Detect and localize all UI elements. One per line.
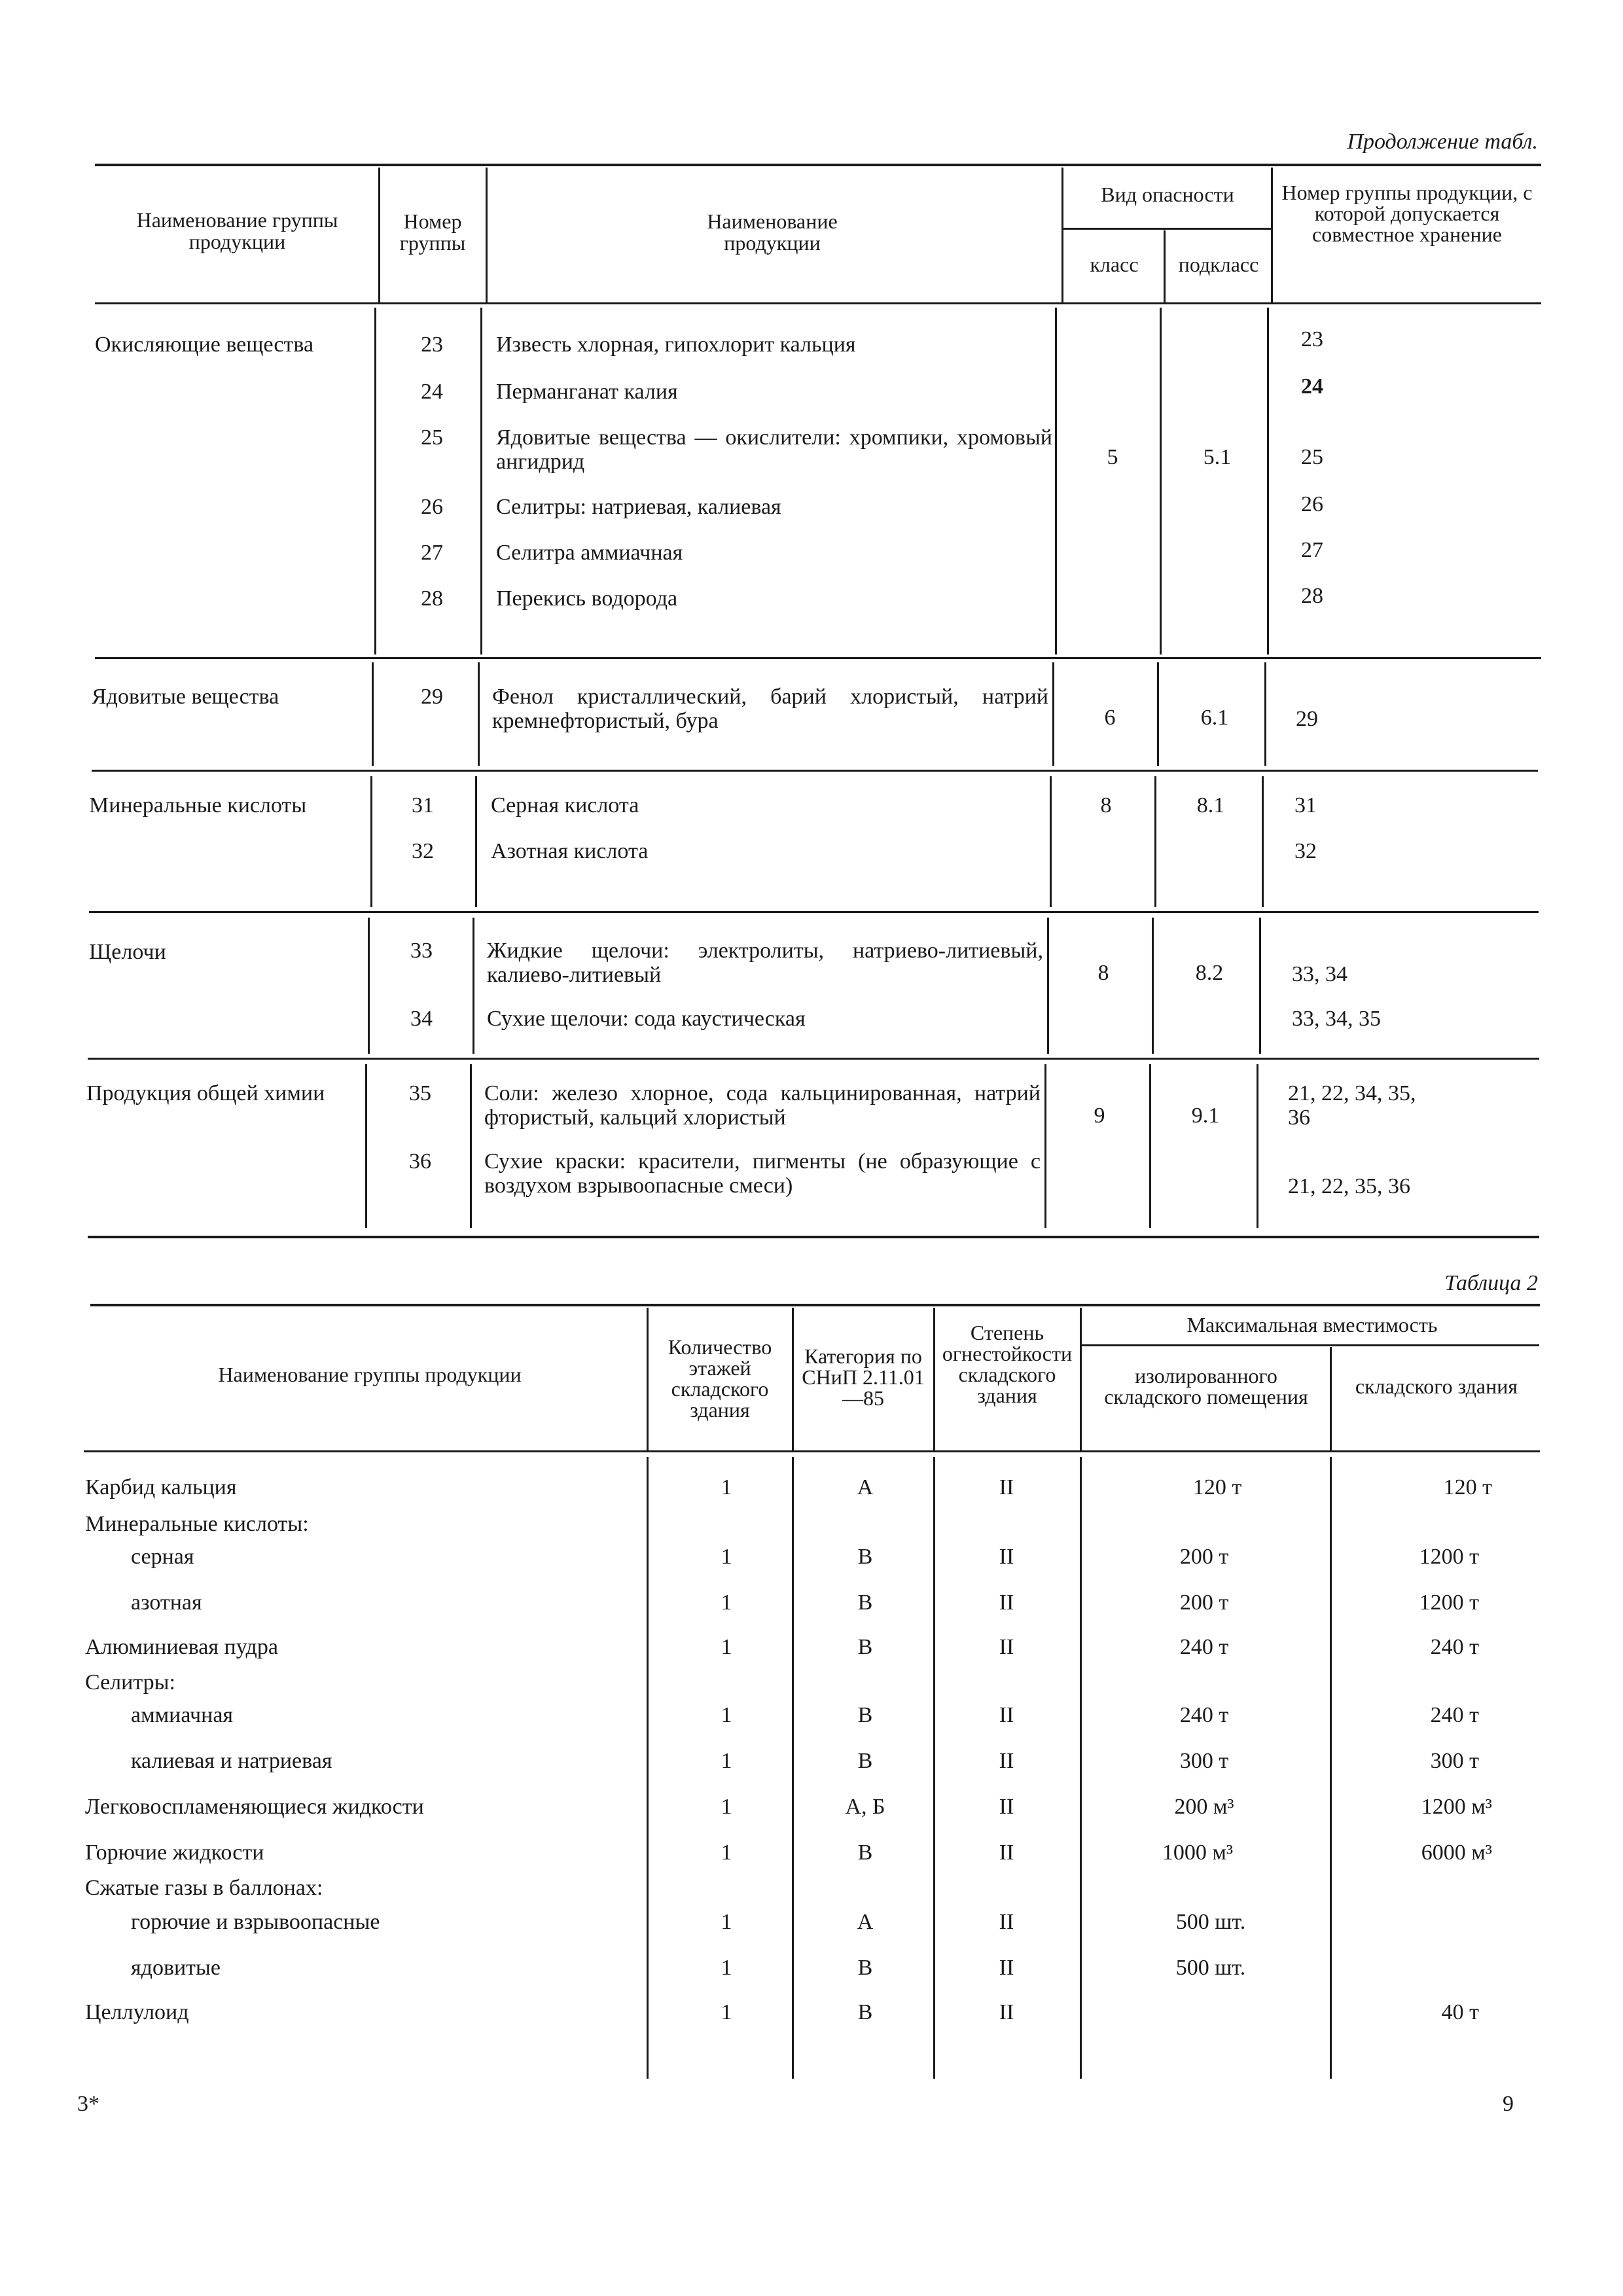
t2-header-floors: Количество этажей складского здания <box>668 1335 772 1422</box>
t1-row-compat: 27 <box>1301 538 1323 562</box>
t2-row-name: Целлулоид <box>85 2000 189 2024</box>
t2-row-name: Селитры: <box>85 1670 175 1695</box>
t2-hdr-vline-4 <box>1080 1308 1082 1450</box>
t1-g1-vline-a <box>374 308 376 655</box>
t1-g2-vline-c <box>1052 662 1054 766</box>
t1-row-num: 31 <box>412 793 434 817</box>
t2-header-isolated: изолированного складского помещения <box>1104 1364 1308 1408</box>
t2-row-name: серная <box>131 1545 194 1569</box>
t2-row-fire: II <box>999 1956 1014 1980</box>
t2-row-category: В <box>857 1956 873 1980</box>
t2-header-max-capacity: Максимальная вместимость <box>1186 1313 1438 1336</box>
t2-row-floors: 1 <box>721 1475 732 1499</box>
t1-group-rule <box>89 911 1539 913</box>
t2-row-fire: II <box>999 1545 1014 1569</box>
t1-group-class: 8 <box>1097 961 1109 985</box>
t2-body-vline-1 <box>647 1457 649 2079</box>
t1-row-product: Известь хлорная, гипохлорит кальция <box>496 332 856 357</box>
t2-row-building: 1200 т <box>1419 1590 1479 1615</box>
t2-body-vline-2 <box>792 1457 794 2079</box>
t2-row-fire: II <box>999 1910 1014 1934</box>
t1-row-num: 29 <box>421 685 443 709</box>
t1-row-product: Соли: железо хлорное, сода кальцинированная, натрий фтористый, кальций хлористый <box>484 1081 1041 1130</box>
t1-g1-vline-b <box>480 308 482 655</box>
t1-header-group-name: Наименование группы продукции <box>136 208 338 253</box>
t1-row-num: 25 <box>421 425 443 450</box>
t1-g1-vline-c <box>1055 308 1057 655</box>
t2-row-floors: 1 <box>721 1840 732 1865</box>
t1-group-subclass: 5.1 <box>1203 445 1232 469</box>
t1-row-num: 24 <box>421 380 443 404</box>
t2-row-floors: 1 <box>721 1749 732 1773</box>
t1-row-num: 32 <box>412 839 434 863</box>
t1-group-name: Продукция общей химии <box>86 1081 325 1105</box>
t2-row-floors: 1 <box>721 1910 732 1934</box>
t1-row-product <box>496 425 1052 475</box>
t1-header-product-name: Наименование продукции <box>707 209 838 255</box>
t2-body-vline-5 <box>1330 1457 1332 2079</box>
t1-hdr-vline-5 <box>1271 168 1273 302</box>
t1-group-class: 5 <box>1107 445 1118 469</box>
t2-row-category: В <box>857 1590 873 1615</box>
t1-row-compat: 21, 22, 35, 36 <box>1288 1174 1410 1198</box>
t2-hdr-vline-5 <box>1330 1347 1332 1450</box>
page-number: 9 <box>1503 2092 1514 2116</box>
t1-header-hazard: Вид опасности <box>1101 183 1234 206</box>
t1-row-num: 33 <box>410 939 433 963</box>
t1-g2-vline-e <box>1264 662 1266 766</box>
t2-row-category: В <box>857 2000 873 2024</box>
t1-group-class: 8 <box>1100 793 1112 817</box>
t1-row-compat: 26 <box>1301 492 1323 516</box>
t2-body-vline-3 <box>933 1457 935 2079</box>
t1-group-name: Минеральные кислоты <box>89 793 307 817</box>
t2-row-isolated: 500 шт. <box>1175 1910 1246 1934</box>
t1-header-subclass: подкласс <box>1178 253 1259 276</box>
t1-row-product: Селитры: натриевая, калиевая <box>496 495 781 519</box>
t2-row-fire: II <box>999 1475 1014 1499</box>
t2-row-floors: 1 <box>721 1795 732 1819</box>
t1-row-num: 35 <box>409 1081 431 1105</box>
t2-row-name: Горючие жидкости <box>85 1840 264 1865</box>
t1-hdr-vline-1 <box>378 168 380 302</box>
t1-g5-vline-d <box>1149 1064 1151 1228</box>
t1-row-product: Жидкие щелочи: электролиты, натриево-литиевый, калиево-литиевый <box>487 939 1043 988</box>
t2-row-name: Минеральные кислоты: <box>85 1512 309 1536</box>
t2-hdr-vline-2 <box>792 1308 794 1450</box>
t1-group-rule <box>95 657 1541 659</box>
t2-row-floors: 1 <box>721 1703 732 1727</box>
t1-group-class: 6 <box>1104 706 1116 730</box>
t1-group-subclass: 6.1 <box>1200 706 1229 730</box>
t2-row-building: 1200 м³ <box>1421 1795 1492 1819</box>
t2-row-name: калиевая и натриевая <box>131 1749 332 1773</box>
t2-row-name: Легковоспламеняющиеся жидкости <box>85 1795 424 1819</box>
t1-g4-vline-b <box>473 918 474 1054</box>
t2-row-name: Сжатые газы в баллонах: <box>85 1876 323 1900</box>
t1-g3-vline-e <box>1262 776 1264 907</box>
t1-row-product: Сухие щелочи: сода каустическая <box>487 1007 806 1031</box>
t1-row-product: Фенол кристаллический, барий хлористый, натрий кремнефтористый, бура <box>492 685 1048 734</box>
t2-row-fire: II <box>999 2000 1014 2024</box>
t2-row-building: 40 т <box>1441 2000 1479 2024</box>
t2-row-isolated: 240 т <box>1179 1703 1229 1727</box>
t2-row-floors: 1 <box>721 1590 732 1615</box>
t1-g5-vline-b <box>470 1064 472 1228</box>
t1-row-compat: 24 <box>1301 374 1323 399</box>
t1-g4-vline-d <box>1152 918 1154 1054</box>
t1-row-product: Перманганат калия <box>496 380 678 404</box>
t2-row-isolated: 1000 м³ <box>1162 1840 1234 1865</box>
t1-header-class: класс <box>1090 253 1139 276</box>
t2-row-isolated: 200 м³ <box>1174 1795 1234 1819</box>
t2-row-category: В <box>857 1749 873 1773</box>
t2-row-category: В <box>857 1840 873 1865</box>
table1-header-rule <box>95 302 1541 304</box>
t1-header-group-number: Номер группы <box>399 209 466 255</box>
t1-row-num: 27 <box>421 541 443 565</box>
t1-row-compat: 21, 22, 34, 35, 36 <box>1288 1081 1416 1130</box>
t1-row-compat: 29 <box>1296 707 1318 731</box>
t2-row-isolated: 200 т <box>1179 1590 1229 1615</box>
t1-row-product: Перекись водорода <box>496 586 678 611</box>
t1-row-compat: 32 <box>1294 839 1317 863</box>
t1-group-name: Щелочи <box>89 940 166 964</box>
t2-row-building: 6000 м³ <box>1421 1840 1492 1865</box>
t1-group-subclass: 8.1 <box>1196 793 1225 817</box>
t1-row-product: Сухие краски: красители, пигменты (не образующие с воздухом взрывоопасные смеси) <box>484 1149 1041 1198</box>
t2-row-name: азотная <box>131 1590 202 1615</box>
t1-g5-vline-c <box>1044 1064 1046 1228</box>
t2-row-floors: 1 <box>721 1956 732 1980</box>
continuation-label: Продолжение табл. <box>1347 130 1538 154</box>
t2-row-category: А, Б <box>845 1795 885 1819</box>
t1-g4-vline-a <box>368 918 370 1054</box>
t2-header-fire: Степень огнестойкости складского здания <box>942 1321 1073 1407</box>
t2-row-building: 1200 т <box>1419 1545 1479 1569</box>
table2-title: Таблица 2 <box>1444 1271 1538 1295</box>
t1-row-compat: 23 <box>1301 327 1323 351</box>
t2-hdr-vline-1 <box>647 1308 649 1450</box>
t2-row-category: В <box>857 1703 873 1727</box>
t1-g2-vline-a <box>372 662 374 766</box>
t2-row-fire: II <box>999 1590 1014 1615</box>
t2-row-name: Карбид кальция <box>85 1475 237 1499</box>
t2-header-group-name: Наименование группы продукции <box>218 1363 522 1386</box>
t2-row-building: 300 т <box>1430 1749 1479 1773</box>
t1-row-compat: 33, 34 <box>1292 962 1347 986</box>
t1-group-class: 9 <box>1094 1103 1105 1128</box>
t2-row-building: 240 т <box>1430 1703 1479 1727</box>
t2-row-category: А <box>857 1475 874 1499</box>
t1-row-compat: 33, 34, 35 <box>1292 1007 1381 1031</box>
t2-row-isolated: 200 т <box>1179 1545 1229 1569</box>
t2-row-isolated: 300 т <box>1179 1749 1229 1773</box>
t1-row-compat: 25 <box>1301 445 1323 469</box>
t1-group-subclass: 9.1 <box>1191 1103 1220 1128</box>
table2-header-rule <box>84 1450 1540 1452</box>
t1-g2-vline-b <box>478 662 480 766</box>
t1-group-subclass: 8.2 <box>1195 961 1224 985</box>
t1-row-product-text: Ядовитые вещества — окислители: хромпики, хромовый ангидрид <box>496 425 1052 475</box>
t2-hdr-vline-3 <box>933 1308 935 1450</box>
t2-row-isolated: 120 т <box>1192 1475 1242 1499</box>
t2-row-category: А <box>857 1910 874 1934</box>
t1-hazard-subrule <box>1063 228 1271 230</box>
t1-g3-vline-b <box>475 776 477 907</box>
t1-row-num: 34 <box>410 1007 433 1031</box>
t2-row-name: горючие и взрывоопасные <box>131 1910 380 1934</box>
t2-capacity-subrule <box>1081 1344 1539 1346</box>
table1-bottom-rule <box>88 1236 1539 1238</box>
t1-row-num: 28 <box>421 586 443 611</box>
t1-row-num: 23 <box>421 332 443 357</box>
t2-header-category: Категория по СНиП 2.11.01—85 <box>802 1344 925 1410</box>
t2-row-floors: 1 <box>721 2000 732 2024</box>
t1-g3-vline-c <box>1050 776 1052 907</box>
t1-header-compat: Номер группы продукции, с которой допускается совместное хранение <box>1281 181 1533 246</box>
t2-row-fire: II <box>999 1703 1014 1727</box>
t1-row-product: Серная кислота <box>491 793 639 817</box>
t1-hdr-vline-3 <box>1061 168 1063 302</box>
t2-row-fire: II <box>999 1635 1014 1659</box>
t1-group-rule <box>88 1058 1539 1060</box>
t2-row-name: аммиачная <box>131 1703 234 1727</box>
t1-row-compat: 28 <box>1301 584 1323 608</box>
table1-top-rule <box>95 164 1541 166</box>
t1-group-rule <box>92 770 1538 772</box>
t2-row-isolated: 500 шт. <box>1175 1956 1246 1980</box>
t1-row-num: 26 <box>421 495 443 519</box>
t1-hdr-vline-4 <box>1164 230 1166 302</box>
t1-g4-vline-e <box>1259 918 1261 1054</box>
t2-row-category: В <box>857 1635 873 1659</box>
t1-row-compat: 31 <box>1294 793 1317 817</box>
t2-row-fire: II <box>999 1749 1014 1773</box>
t1-g3-vline-a <box>370 776 372 907</box>
t1-group-name: Ядовитые вещества <box>92 685 279 709</box>
t1-row-product: Селитра аммиачная <box>496 541 683 565</box>
t1-g4-vline-c <box>1047 918 1049 1054</box>
t2-row-name: ядовитые <box>131 1956 221 1980</box>
t1-g2-vline-d <box>1157 662 1159 766</box>
t2-row-floors: 1 <box>721 1545 732 1569</box>
t2-row-name: Алюминиевая пудра <box>85 1635 278 1659</box>
table2-top-rule <box>90 1304 1540 1306</box>
t1-g5-vline-e <box>1257 1064 1258 1228</box>
t2-row-category: В <box>857 1545 873 1569</box>
t2-row-floors: 1 <box>721 1635 732 1659</box>
t2-row-fire: II <box>999 1795 1014 1819</box>
t2-row-isolated: 240 т <box>1179 1635 1229 1659</box>
t2-row-building: 120 т <box>1443 1475 1492 1499</box>
t1-g3-vline-d <box>1154 776 1156 907</box>
t1-g1-vline-e <box>1267 308 1269 655</box>
t2-header-building: складского здания <box>1355 1374 1518 1398</box>
t1-hdr-vline-2 <box>486 168 488 302</box>
t1-row-product: Азотная кислота <box>491 839 649 863</box>
footer-mark: 3* <box>77 2092 99 2116</box>
t1-g1-vline-d <box>1160 308 1162 655</box>
t1-group-name: Окисляющие вещества <box>95 332 314 357</box>
t2-row-fire: II <box>999 1840 1014 1865</box>
t2-body-vline-4 <box>1080 1457 1082 2079</box>
t1-row-num: 36 <box>409 1149 431 1174</box>
t2-row-building: 240 т <box>1430 1635 1479 1659</box>
t1-g5-vline-a <box>365 1064 367 1228</box>
